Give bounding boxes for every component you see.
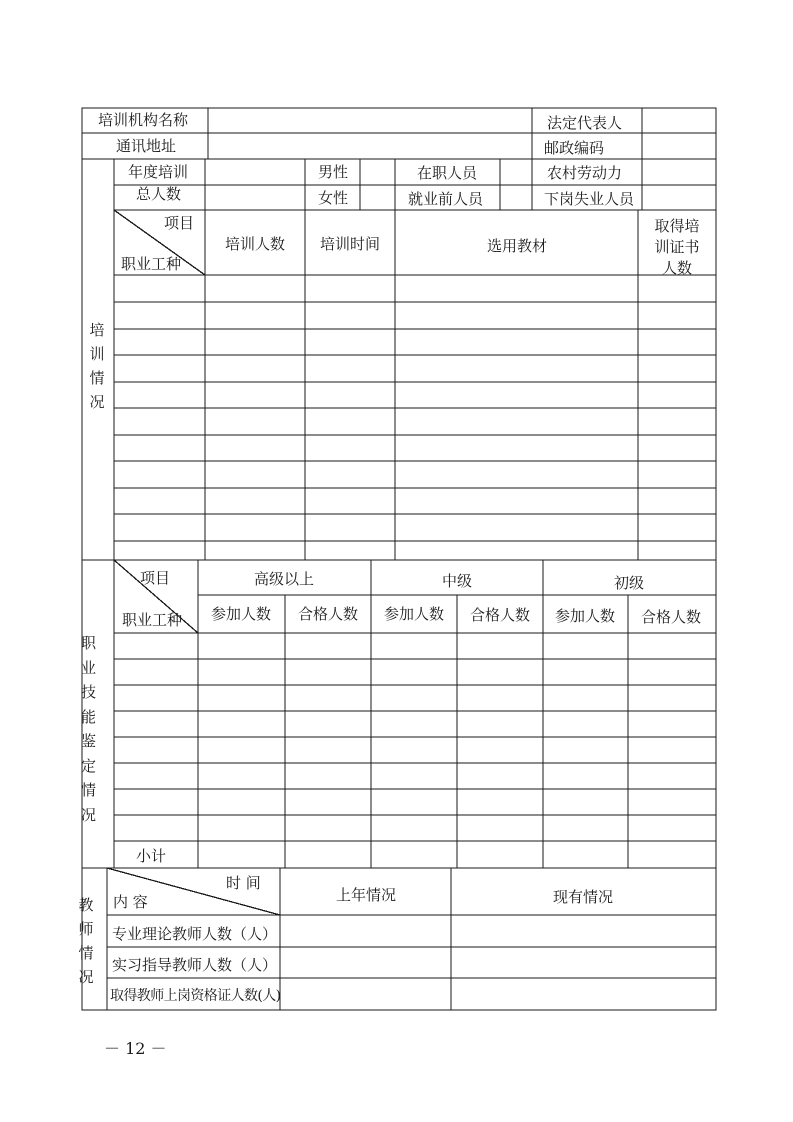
level-senior-header: 高级以上 xyxy=(253,570,315,588)
certified-teachers-label: 取得教师上岗资格证人数(人) xyxy=(110,988,281,1004)
page-number: － 12 － xyxy=(104,1039,167,1058)
senior-participants-header: 参加人数 xyxy=(210,605,272,623)
rural-labor-label: 农村劳动力 xyxy=(547,164,623,182)
laid-off-label: 下岗失业人员 xyxy=(544,190,635,208)
senior-passed-header: 合格人数 xyxy=(297,605,359,623)
training-item-label: 项目 xyxy=(164,214,195,232)
middle-passed-header: 合格人数 xyxy=(469,606,531,624)
employed-label: 在职人员 xyxy=(417,164,478,182)
practice-teachers-label: 实习指导教师人数（人） xyxy=(112,956,278,974)
textbook-header: 选用教材 xyxy=(486,237,548,255)
org-name-label: 培训机构名称 xyxy=(98,111,189,129)
level-middle-header: 中级 xyxy=(441,572,473,590)
cert-header-line2: 训证书 xyxy=(654,238,700,256)
cert-header-line1: 取得培 xyxy=(654,217,700,235)
legal-rep-label: 法定代表人 xyxy=(547,114,623,132)
theory-teachers-label: 专业理论教师人数（人） xyxy=(112,925,278,943)
appraisal-section-label: 职业技能鉴定情况 xyxy=(81,634,97,824)
annual-total-label-line1: 年度培训 xyxy=(128,163,189,181)
current-header: 现有情况 xyxy=(552,888,614,906)
postcode-label: 邮政编码 xyxy=(544,139,605,157)
female-label: 女性 xyxy=(318,189,349,207)
training-section-label: 培训情况 xyxy=(89,321,105,411)
appraisal-item-label: 项目 xyxy=(140,569,171,587)
training-occupation-label: 职业工种 xyxy=(121,255,182,273)
appraisal-occupation-label: 职业工种 xyxy=(122,611,183,629)
level-junior-header: 初级 xyxy=(613,574,645,592)
cert-header-line3: 人数 xyxy=(661,259,693,277)
subtotal-label: 小计 xyxy=(136,847,167,865)
middle-participants-header: 参加人数 xyxy=(383,605,445,623)
training-time-header: 培训时间 xyxy=(319,235,381,253)
address-label: 通讯地址 xyxy=(116,137,177,155)
content-label: 内 容 xyxy=(113,893,148,911)
junior-participants-header: 参加人数 xyxy=(554,607,616,625)
pre-employment-label: 就业前人员 xyxy=(408,190,484,208)
time-label: 时 间 xyxy=(226,874,261,892)
junior-passed-header: 合格人数 xyxy=(640,608,702,626)
male-label: 男性 xyxy=(318,163,349,181)
last-year-header: 上年情况 xyxy=(335,886,397,904)
teachers-section-label: 教师情况 xyxy=(78,896,94,986)
annual-total-label-line2: 总人数 xyxy=(136,185,182,203)
trainee-count-header: 培训人数 xyxy=(224,235,286,253)
